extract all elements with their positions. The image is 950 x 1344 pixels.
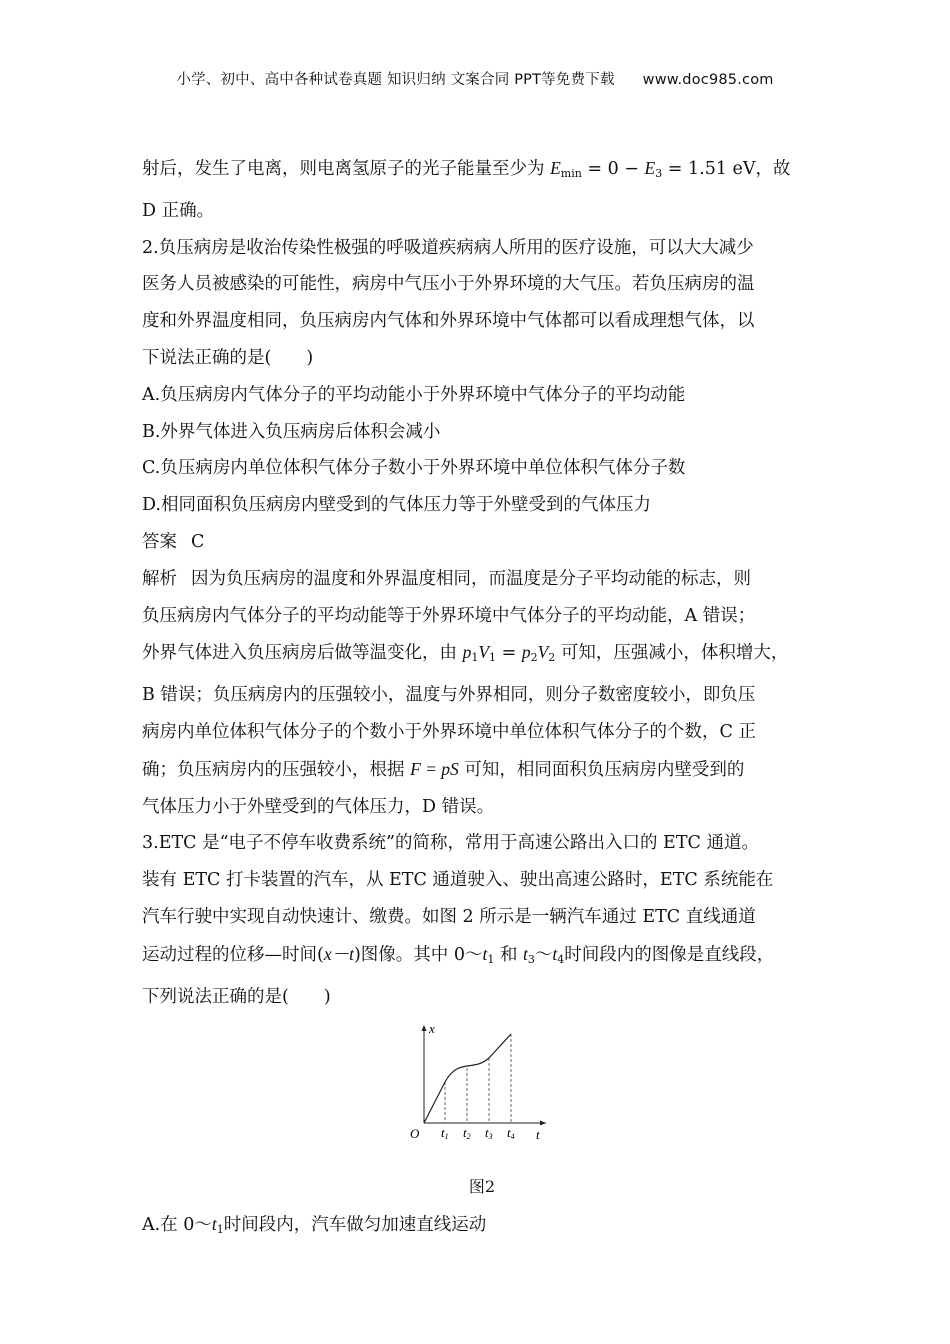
tick-t1: t1 [441, 1125, 449, 1142]
xt-graph-figure [142, 1021, 822, 1169]
q3-stem-2: 装有 ETC 打卡装置的汽车，从 ETC 通道驶入、驶出高速公路时，ETC 系统能在 [142, 870, 774, 891]
xt-graph [404, 1021, 554, 1141]
q2-option-d: D.相同面积负压病房内壁受到的气体压力等于外壁受到的气体压力 [142, 495, 651, 516]
q1-tail-line1: 射后，发生了电离，则电离氢原子的光子能量至少为 $E_{min} = 0 - E_3 = 1.51$ eV，故 [142, 158, 791, 180]
q2-analysis-3: 外界气体进入负压病房后做等温变化，由 $p_1V_1 = p_2V_2$ 可知，压强减小，体积增大， [142, 642, 789, 665]
y-axis-label: x [429, 1021, 435, 1037]
tick-t3: t3 [485, 1125, 493, 1142]
q3-stem-4: 运动过程的位移—时间(x－t)图像。其中 $0\sim t_1$ 和 $t_3\sim t_4$时间段内的图像是直线段， [142, 943, 775, 966]
x-axis-label: t [536, 1127, 540, 1142]
q2-analysis-6: 确；负压病房内的压强较小，根据 F = pS 可知，相同面积负压病房内壁受到的 [142, 758, 745, 780]
document-body [142, 150, 822, 1249]
t-axis-arrow [540, 1121, 546, 1126]
tick-t2: t2 [463, 1125, 471, 1142]
q2-analysis-7: 气体压力小于外壁受到的气体压力，D 错误。 [142, 796, 495, 817]
q2-analysis-2: 负压病房内气体分子的平均动能等于外界环境中气体分子的平均动能，A 错误； [142, 605, 756, 626]
q2-stem-4: 下说法正确的是( ) [142, 347, 314, 368]
q2-analysis-5: 病房内单位体积气体分子的个数小于外界环境中单位体积气体分子的个数，C 正 [142, 721, 756, 742]
q3-stem-3: 汽车行驶中实现自动快速计、缴费。如图 2 所示是一辆汽车通过 ETC 直线通道 [142, 906, 756, 927]
q2-option-c: C.负压病房内单位体积气体分子数小于外界环境中单位体积气体分子数 [142, 458, 686, 479]
q1-tail-line2: D 正确。 [142, 200, 215, 221]
answer-value: C [191, 531, 205, 552]
q2-answer [142, 524, 822, 561]
tick-t4: t4 [507, 1125, 515, 1142]
answer-label: 答案 [142, 531, 177, 552]
figure-caption: 图2 [468, 1177, 496, 1197]
q3-option-a: A.在 $0\sim t_1$时间段内，汽车做匀加速直线运动 [142, 1214, 487, 1237]
header-text: 小学、初中、高中各种试卷真题 知识归纳 文案合同 PPT等免费下载 [176, 72, 615, 88]
q3-stem-5: 下列说法正确的是( ) [142, 986, 331, 1007]
q2-stem-1: 2.负压病房是收治传染性极强的呼吸道疾病病人所用的医疗设施，可以大大减少 [142, 237, 754, 258]
q2-stem-2: 医务人员被感染的可能性，病房中气压小于外界环境的大气压。若负压病房的温 [142, 274, 755, 295]
q2-option-b: B.外界气体进入负压病房后体积会减小 [142, 421, 441, 442]
q2-stem-3: 度和外界温度相同，负压病房内气体和外界环境中气体都可以看成理想气体，以 [142, 311, 755, 332]
q3-stem-1: 3.ETC 是“电子不停车收费系统”的简称，常用于高速公路出入口的 ETC 通道。 [142, 833, 759, 854]
q2-option-a: A.负压病房内气体分子的平均动能小于外界环境中气体分子的平均动能 [142, 384, 686, 405]
page-header [0, 68, 950, 89]
q2-analysis-4: B 错误；负压病房内的压强较小，温度与外界相同，则分子数密度较小，即负压 [142, 685, 756, 706]
header-site: www.doc985.com [642, 72, 774, 88]
x-axis-arrow [422, 1025, 427, 1031]
origin-label: O [410, 1126, 420, 1142]
q2-analysis-1: 解析 因为负压病房的温度和外界温度相同，而温度是分子平均动能的标志，则 [142, 568, 751, 589]
analysis-label: 解析 [142, 568, 177, 589]
xt-curve [424, 1034, 511, 1123]
